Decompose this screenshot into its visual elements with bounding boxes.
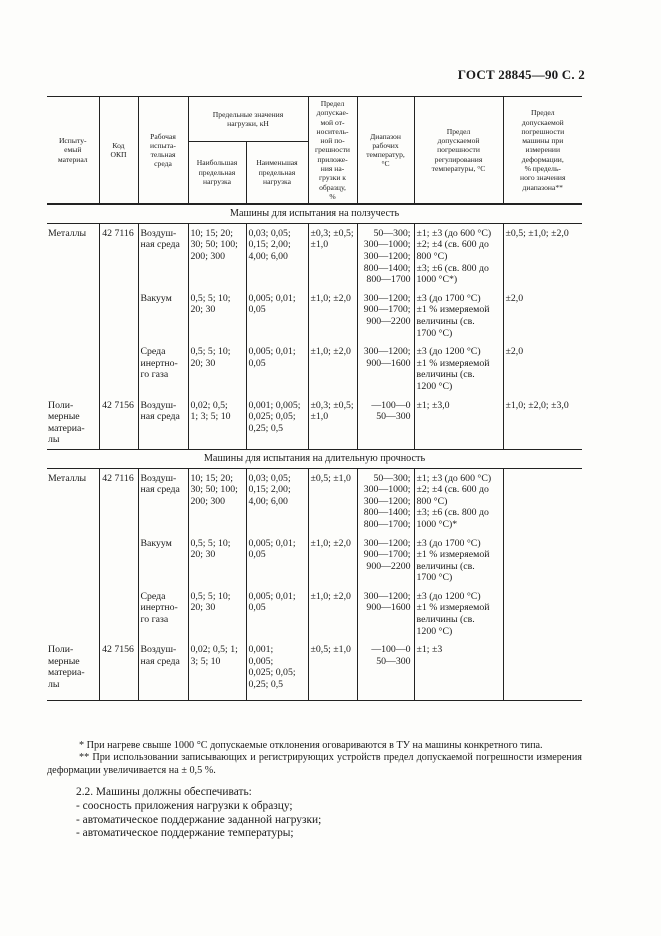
cell-load-max: 10; 15; 20; 30; 50; 100; 200; 300: [188, 223, 246, 288]
col-header-okp: Код ОКП: [99, 97, 138, 205]
cell-temp-range: 50—300; 300—1000; 300—1200; 800—1400; 800—1700;: [357, 468, 414, 533]
cell-load-max: 0,5; 5; 10; 20; 30: [188, 587, 246, 640]
cell-load-error: ±0,3; ±0,5; ±1,0: [308, 396, 357, 450]
footnote-2: ** При использовании записывающих и регистрирующих устройств предел допускаемой погрешности измерения деформации увеличивается на ± 0,5 %.: [47, 752, 582, 776]
cell-deform-error: ±2,0: [503, 342, 582, 395]
cell-temp-error: ±1; ±3 (до 600 °С) ±2; ±4 (св. 600 до 800 °С) ±3; ±6 (св. 800 до 1000 °С)*: [414, 468, 503, 533]
cell-temp-error: ±1; ±3,0: [414, 396, 503, 450]
cell-temp-error: ±3 (до 1700 °С) ±1 % измеряемой величины (св. 1700 °С): [414, 289, 503, 342]
cell-load-error: ±1,0; ±2,0: [308, 534, 357, 587]
clause-item: - соосность приложения нагрузки к образцу;: [76, 799, 293, 812]
clause-heading: 2.2. Машины должны обеспечивать:: [76, 786, 252, 798]
col-header-temp-error: Предел допускаемой погрешности регулирования температуры, °С: [414, 97, 503, 205]
cell-load-error: ±1,0; ±2,0: [308, 587, 357, 640]
cell-temp-range: 300—1200; 900—1700; 900—2200: [357, 289, 414, 342]
cell-okp: 42 7116: [99, 468, 138, 640]
cell-deform-error: ±0,5; ±1,0; ±2,0: [503, 223, 582, 288]
cell-medium: Воздуш- ная среда: [138, 396, 188, 450]
cell-load-error: ±1,0; ±2,0: [308, 342, 357, 395]
cell-load-max: 0,5; 5; 10; 20; 30: [188, 289, 246, 342]
cell-deform-error: [503, 534, 582, 587]
cell-load-min: 0,005; 0,01; 0,05: [246, 534, 308, 587]
cell-load-min: 0,005; 0,01; 0,05: [246, 587, 308, 640]
cell-okp: 42 7156: [99, 396, 138, 450]
cell-deform-error: ±1,0; ±2,0; ±3,0: [503, 396, 582, 450]
cell-load-error: ±1,0; ±2,0: [308, 289, 357, 342]
col-header-load-error: Предел допускае- мой от- носитель- ной по- грешности приложе- ния на- грузки к образцу, %: [308, 97, 357, 205]
cell-load-min: 0,005; 0,01; 0,05: [246, 289, 308, 342]
col-header-material: Испыту- емый материал: [47, 97, 99, 205]
table-row: [47, 640, 582, 700]
col-header-deform-error: Предел допускаемой погрешности машины при измерении деформации, % предель- ного значения диапазона**: [503, 97, 582, 205]
cell-material: Поли- мерные материа- лы: [47, 640, 99, 700]
cell-temp-error: ±1; ±3: [414, 640, 503, 700]
cell-temp-range: 300—1200; 900—1600: [357, 587, 414, 640]
col-header-load-group: Предельные значения нагрузки, кН: [188, 97, 308, 142]
cell-deform-error: [503, 587, 582, 640]
clause-2-2: [76, 786, 586, 841]
table-row: [47, 223, 582, 288]
col-header-load-max: Наибольшая предельная нагрузка: [188, 141, 246, 204]
section-title-long-term-strength: Машины для испытания на длительную прочность: [47, 449, 582, 468]
cell-material: Металлы: [48, 227, 87, 239]
cell-load-min: 0,03; 0,05; 0,15; 2,00; 4,00; 6,00: [246, 468, 308, 533]
cell-okp: 42 7116: [99, 223, 138, 395]
footnote-1: * При нагреве свыше 1000 °С допускаемые отклонения оговариваются в ТУ на машины конкретного типа.: [79, 740, 543, 751]
cell-load-error: ±0,5; ±1,0: [308, 640, 357, 700]
cell-temp-range: 300—1200; 900—1600: [357, 342, 414, 395]
cell-temp-range: —100—0 50—300: [357, 640, 414, 700]
section-title-creep: Машины для испытания на ползучесть: [47, 204, 582, 223]
cell-load-min: 0,001; 0,005; 0,025; 0,05; 0,25; 0,5: [246, 396, 308, 450]
cell-material: Поли- мерные материа- лы: [48, 399, 85, 446]
cell-temp-error: ±3 (до 1700 °С) ±1 % измеряемой величины (св. 1700 °С): [414, 534, 503, 587]
cell-okp: 42 7156: [99, 640, 138, 700]
cell-load-max: 0,5; 5; 10; 20; 30: [188, 534, 246, 587]
col-header-temp-range: Диапазон рабочих температур, °С: [357, 97, 414, 205]
table-row: [47, 468, 582, 533]
footnotes: [47, 740, 582, 777]
specification-table: [47, 96, 582, 701]
table-row: [47, 396, 582, 450]
cell-deform-error: [503, 468, 582, 533]
cell-load-min: 0,03; 0,05; 0,15; 2,00; 4,00; 6,00: [246, 223, 308, 288]
col-header-medium: Рабочая испыта- тельная среда: [138, 97, 188, 205]
cell-temp-range: 300—1200; 900—1700; 900—2200: [357, 534, 414, 587]
cell-medium: Среда инертно- го газа: [138, 587, 188, 640]
cell-load-min: 0,005; 0,01; 0,05: [246, 342, 308, 395]
page-header: ГОСТ 28845—90 С. 2: [457, 67, 585, 82]
cell-deform-error: ±2,0: [503, 289, 582, 342]
col-header-load-min: Наименьшая предельная нагрузка: [246, 141, 308, 204]
cell-temp-range: 50—300; 300—1000; 300—1200; 800—1400; 800—1700: [357, 223, 414, 288]
cell-temp-error: ±3 (до 1200 °С) ±1 % измеряемой величины (св. 1200 °С): [414, 587, 503, 640]
cell-medium: Среда инертно- го газа: [138, 342, 188, 395]
cell-temp-error: ±1; ±3 (до 600 °С) ±2; ±4 (св. 600 до 800 °С) ±3; ±6 (св. 800 до 1000 °С*): [414, 223, 503, 288]
cell-medium: Воздуш- ная среда: [138, 223, 188, 288]
clause-item: - автоматическое поддержание температуры;: [76, 827, 294, 840]
cell-medium: Вакуум: [138, 289, 188, 342]
cell-load-max: 0,5; 5; 10; 20; 30: [188, 342, 246, 395]
cell-load-max: 0,02; 0,5; 1; 3; 5; 10: [188, 640, 246, 700]
cell-medium: Вакуум: [138, 534, 188, 587]
cell-load-max: 10; 15; 20; 30; 50; 100; 200; 300: [188, 468, 246, 533]
cell-temp-error: ±3 (до 1200 °С) ±1 % измеряемой величины (св. 1200 °С): [414, 342, 503, 395]
cell-load-error: ±0,5; ±1,0: [308, 468, 357, 533]
cell-medium: Воздуш- ная среда: [138, 468, 188, 533]
cell-medium: Воздуш- ная среда: [138, 640, 188, 700]
cell-load-max: 0,02; 0,5; 1; 3; 5; 10: [188, 396, 246, 450]
cell-temp-range: —100—0 50—300: [357, 396, 414, 450]
clause-item: - автоматическое поддержание заданной нагрузки;: [76, 813, 322, 826]
cell-load-error: ±0,3; ±0,5; ±1,0: [308, 223, 357, 288]
cell-load-min: 0,001; 0,005; 0,025; 0,05; 0,25; 0,5: [246, 640, 308, 700]
cell-deform-error: [503, 640, 582, 700]
cell-material: Металлы: [48, 472, 87, 484]
